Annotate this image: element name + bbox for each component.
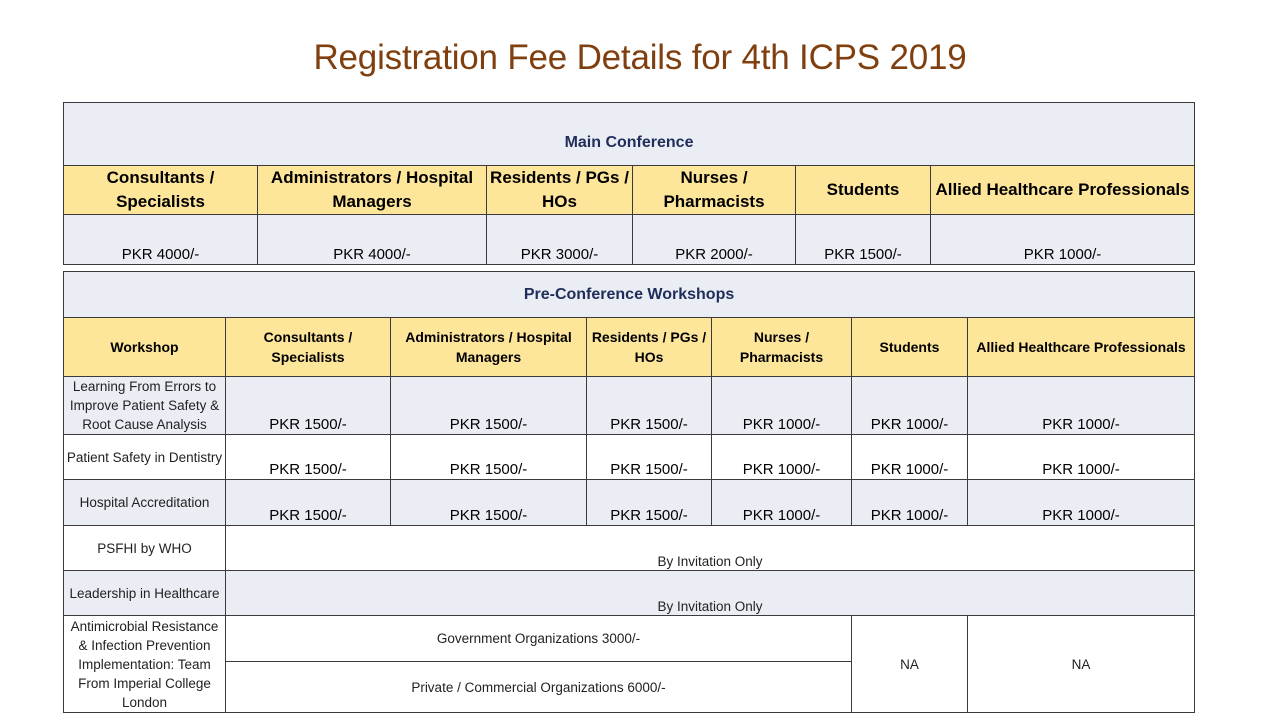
header-allied: Allied Healthcare Professionals — [968, 318, 1195, 377]
workshop-name: Patient Safety in Dentistry — [64, 435, 226, 480]
invitation-note: By Invitation Only — [226, 526, 1195, 571]
fee-cell: PKR 1000/- — [968, 480, 1195, 526]
table-row — [64, 435, 1195, 480]
table-row — [64, 215, 1195, 265]
fee-cell: PKR 1500/- — [226, 377, 391, 435]
workshop-name: Hospital Accreditation — [64, 480, 226, 526]
fee-residents: PKR 3000/- — [487, 215, 633, 265]
fee-cell: PKR 1500/- — [391, 480, 587, 526]
government-fee: Government Organizations 3000/- — [226, 616, 852, 662]
fee-cell: PKR 1500/- — [587, 435, 712, 480]
header-administrators: Administrators / Hospital Managers — [258, 166, 487, 215]
fee-allied: PKR 1000/- — [931, 215, 1195, 265]
fee-nurses: PKR 2000/- — [633, 215, 796, 265]
header-students: Students — [852, 318, 968, 377]
fee-cell: PKR 1000/- — [968, 377, 1195, 435]
workshop-name: Antimicrobial Resistance & Infection Prevention Implementation: Team From Imperial College London — [64, 616, 226, 713]
main-conference-title: Main Conference — [64, 103, 1195, 166]
students-na: NA — [852, 616, 968, 713]
workshops-title: Pre-Conference Workshops — [64, 272, 1195, 318]
header-allied: Allied Healthcare Professionals — [931, 166, 1195, 215]
table-row — [64, 616, 1195, 662]
fee-cell: PKR 1500/- — [391, 435, 587, 480]
fee-cell: PKR 1000/- — [852, 435, 968, 480]
allied-na: NA — [968, 616, 1195, 713]
fee-cell: PKR 1000/- — [712, 435, 852, 480]
header-consultants: Consultants / Specialists — [226, 318, 391, 377]
invitation-note: By Invitation Only — [226, 571, 1195, 616]
page-title: Registration Fee Details for 4th ICPS 2019 — [313, 38, 967, 77]
table-row — [64, 480, 1195, 526]
workshop-name: PSFHI by WHO — [64, 526, 226, 571]
fee-administrators: PKR 4000/- — [258, 215, 487, 265]
header-nurses: Nurses / Pharmacists — [633, 166, 796, 215]
main-conference-table — [63, 102, 1195, 265]
fee-cell: PKR 1000/- — [712, 480, 852, 526]
header-consultants: Consultants / Specialists — [64, 166, 258, 215]
header-workshop: Workshop — [64, 318, 226, 377]
fee-cell: PKR 1500/- — [587, 480, 712, 526]
header-students: Students — [796, 166, 931, 215]
private-fee: Private / Commercial Organizations 6000/- — [226, 662, 852, 713]
fee-cell: PKR 1500/- — [226, 435, 391, 480]
header-residents: Residents / PGs / HOs — [587, 318, 712, 377]
table-row — [64, 571, 1195, 616]
header-residents: Residents / PGs / HOs — [487, 166, 633, 215]
fee-cell: PKR 1500/- — [226, 480, 391, 526]
fee-cell: PKR 1000/- — [968, 435, 1195, 480]
header-administrators: Administrators / Hospital Managers — [391, 318, 587, 377]
fee-cell: PKR 1000/- — [852, 377, 968, 435]
workshop-name: Learning From Errors to Improve Patient Safety & Root Cause Analysis — [64, 377, 226, 435]
workshop-name: Leadership in Healthcare — [64, 571, 226, 616]
fee-cell: PKR 1000/- — [852, 480, 968, 526]
fee-students: PKR 1500/- — [796, 215, 931, 265]
fee-cell: PKR 1500/- — [587, 377, 712, 435]
workshops-table — [63, 271, 1195, 713]
header-nurses: Nurses / Pharmacists — [712, 318, 852, 377]
fee-consultants: PKR 4000/- — [64, 215, 258, 265]
fee-cell: PKR 1000/- — [712, 377, 852, 435]
table-row — [64, 526, 1195, 571]
table-row — [64, 377, 1195, 435]
fee-cell: PKR 1500/- — [391, 377, 587, 435]
